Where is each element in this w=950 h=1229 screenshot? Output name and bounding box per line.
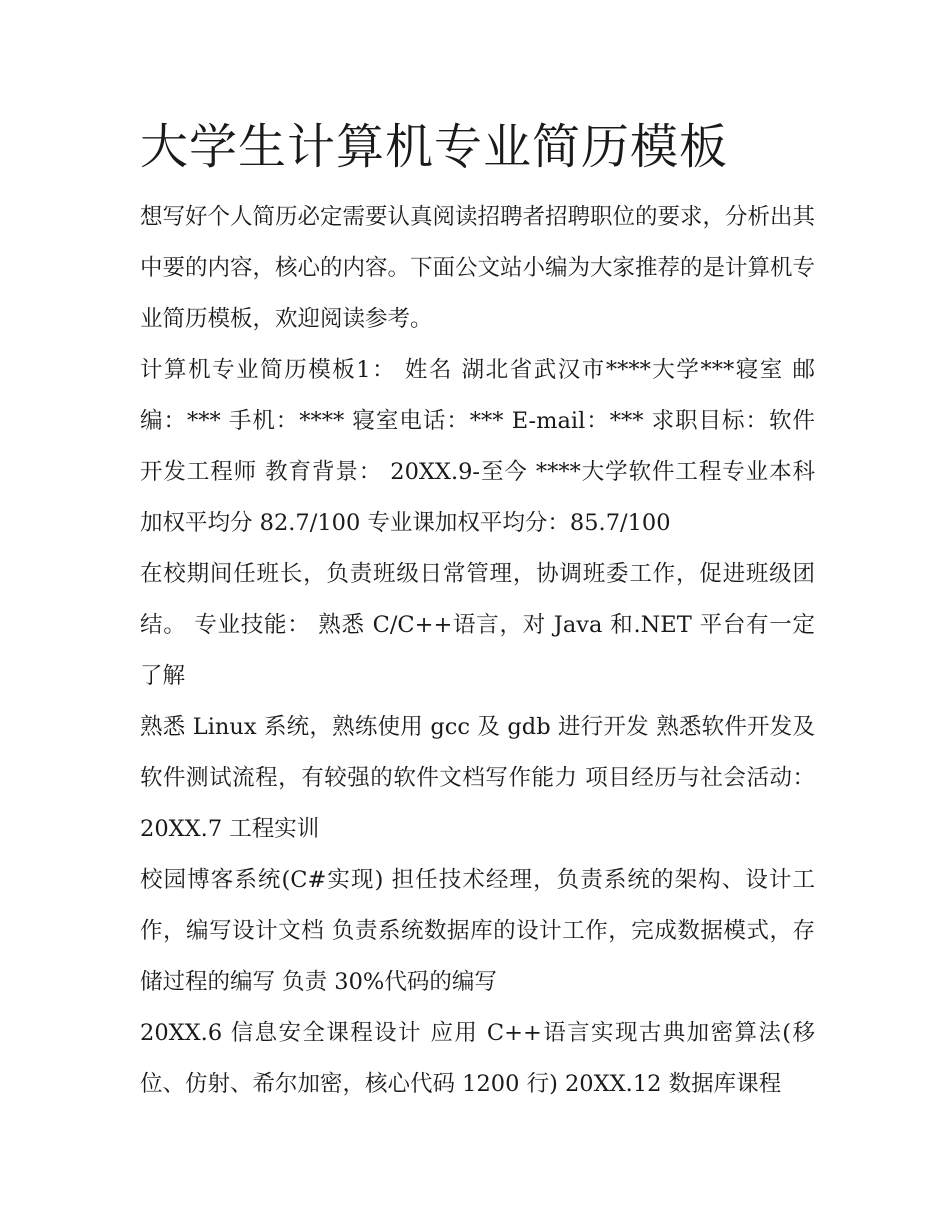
resume-basic-info-paragraph: 计算机专业简历模板1： 姓名 湖北省武汉市****大学***寝室 邮编：*** 手机：**** 寝室电话：*** E-mail：*** 求职目标：软件开发工程师 教育背景： 20XX.9-至今 ****大学软件工程专业本科 加权平均分 82.7/100 专业课加权平均分：85.7/100: [140, 357, 815, 536]
intro-paragraph: 想写好个人简历必定需要认真阅读招聘者招聘职位的要求，分析出其中要的内容，核心的内容。下面公文站小编为大家推荐的是计算机专业简历模板，欢迎阅读参考。: [140, 204, 816, 332]
course-design-paragraph: 20XX.6 信息安全课程设计 应用 C++语言实现古典加密算法(移位、仿射、希尔加密，核心代码 1200 行) 20XX.12 数据库课程: [140, 1020, 815, 1097]
campus-role-skills-paragraph: 在校期间任班长，负责班级日常管理，协调班委工作，促进班级团结。 专业技能： 熟悉 C/C++语言，对 Java 和.NET 平台有一定了解: [140, 561, 815, 689]
blog-project-paragraph: 校园博客系统(C#实现) 担任技术经理，负责系统的架构、设计工作，编写设计文档 负责系统数据库的设计工作，完成数据模式，存储过程的编写 负责 30%代码的编写: [140, 867, 815, 995]
page-title: 大学生计算机专业简历模板: [140, 119, 729, 175]
document-body: [140, 112, 815, 1110]
skills-projects-paragraph: 熟悉 Linux 系统，熟练使用 gcc 及 gdb 进行开发 熟悉软件开发及软件测试流程，有较强的软件文档写作能力 项目经历与社会活动： 20XX.7 工程实训: [140, 714, 815, 842]
